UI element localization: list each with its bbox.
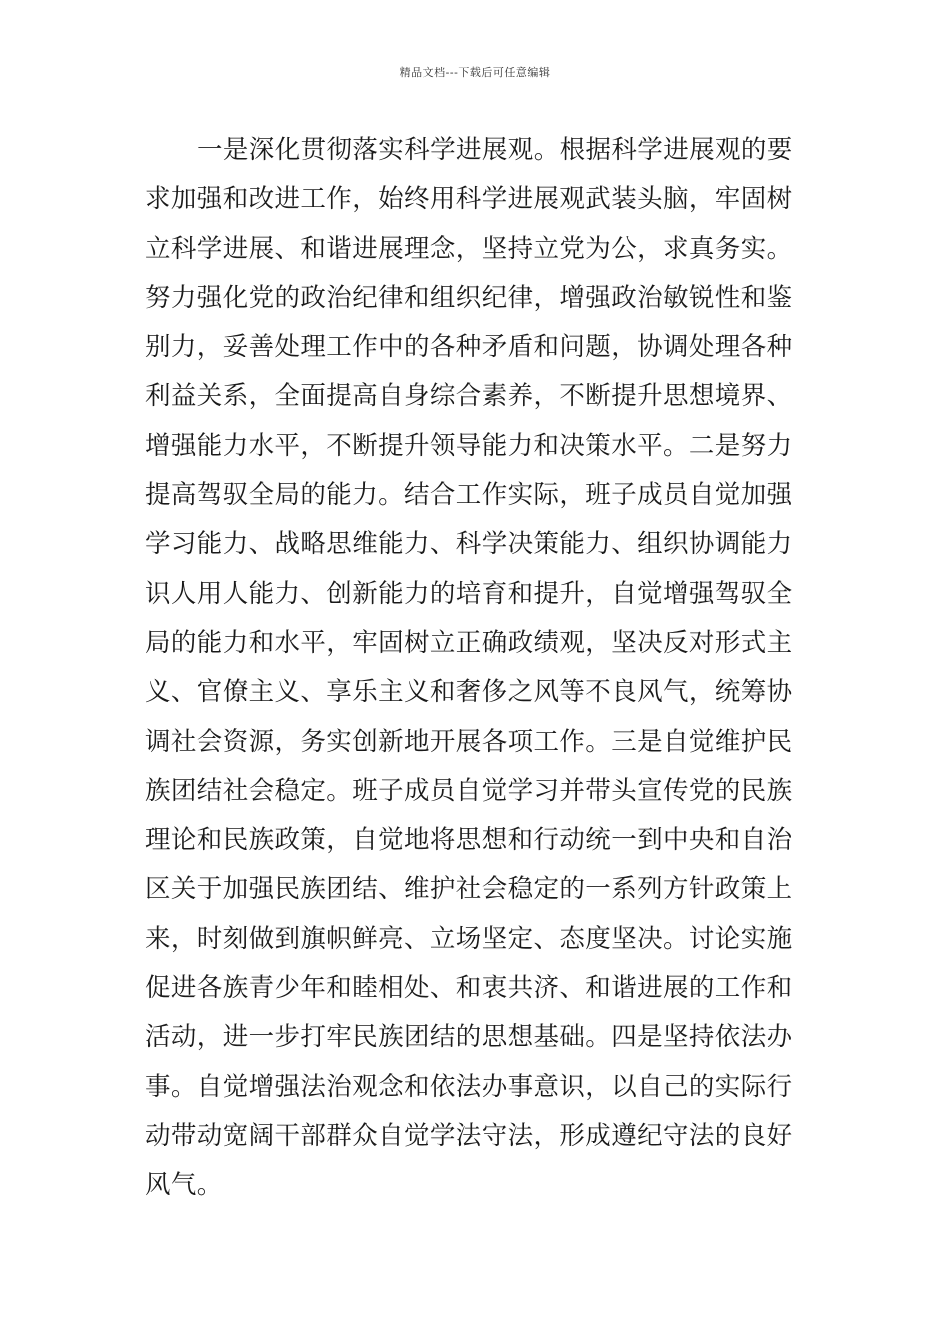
paragraph-line: 调社会资源，务实创新地开展各项工作。三是自觉维护民 [145, 726, 793, 757]
paragraph-line: 风气。 [145, 1170, 223, 1201]
page-header: 精品文档---下载后可任意编辑 [399, 66, 551, 79]
paragraph-line: 动带动宽阔干部群众自觉学法守法，形成遵纪守法的良好 [145, 1120, 793, 1151]
paragraph-line: 学习能力、战略思维能力、科学决策能力、组织协调能力 [145, 529, 793, 560]
paragraph-line: 局的能力和水平，牢固树立正确政绩观，坚决反对形式主 [145, 627, 793, 658]
paragraph-line: 来，时刻做到旗帜鲜亮、立场坚定、态度坚决。讨论实施 [145, 923, 793, 954]
paragraph-line: 事。自觉增强法治观念和依法办事意识，以自己的实际行 [145, 1071, 793, 1102]
paragraph-line: 识人用人能力、创新能力的培育和提升，自觉增强驾驭全 [145, 578, 793, 609]
paragraph-line: 努力强化党的政治纪律和组织纪律，增强政治敏锐性和鉴 [145, 282, 793, 313]
paragraph-line: 立科学进展、和谐进展理念，坚持立党为公，求真务实。 [145, 233, 793, 264]
body-paragraph [145, 126, 810, 1211]
paragraph-line: 利益关系，全面提高自身综合素养，不断提升思想境界、 [145, 381, 793, 412]
paragraph-line: 增强能力水平，不断提升领导能力和决策水平。二是努力 [145, 430, 793, 461]
paragraph-line: 族团结社会稳定。班子成员自觉学习并带头宣传党的民族 [145, 775, 793, 806]
paragraph-line: 一是深化贯彻落实科学进展观。根据科学进展观的要 [197, 135, 793, 165]
paragraph-line: 理论和民族政策，自觉地将思想和行动统一到中央和自治 [145, 825, 793, 856]
paragraph-line: 义、官僚主义、享乐主义和奢侈之风等不良风气，统筹协 [145, 677, 793, 708]
paragraph-line: 求加强和改进工作，始终用科学进展观武装头脑，牢固树 [145, 184, 793, 215]
paragraph-line: 别力，妥善处理工作中的各种矛盾和问题，协调处理各种 [145, 332, 793, 363]
paragraph-line: 促进各族青少年和睦相处、和衷共济、和谐进展的工作和 [145, 973, 793, 1004]
paragraph-line: 活动，进一步打牢民族团结的思想基础。四是坚持依法办 [145, 1022, 793, 1053]
paragraph-line: 提高驾驭全局的能力。结合工作实际，班子成员自觉加强 [145, 480, 793, 511]
paragraph-line: 区关于加强民族团结、维护社会稳定的一系列方针政策上 [145, 874, 793, 905]
